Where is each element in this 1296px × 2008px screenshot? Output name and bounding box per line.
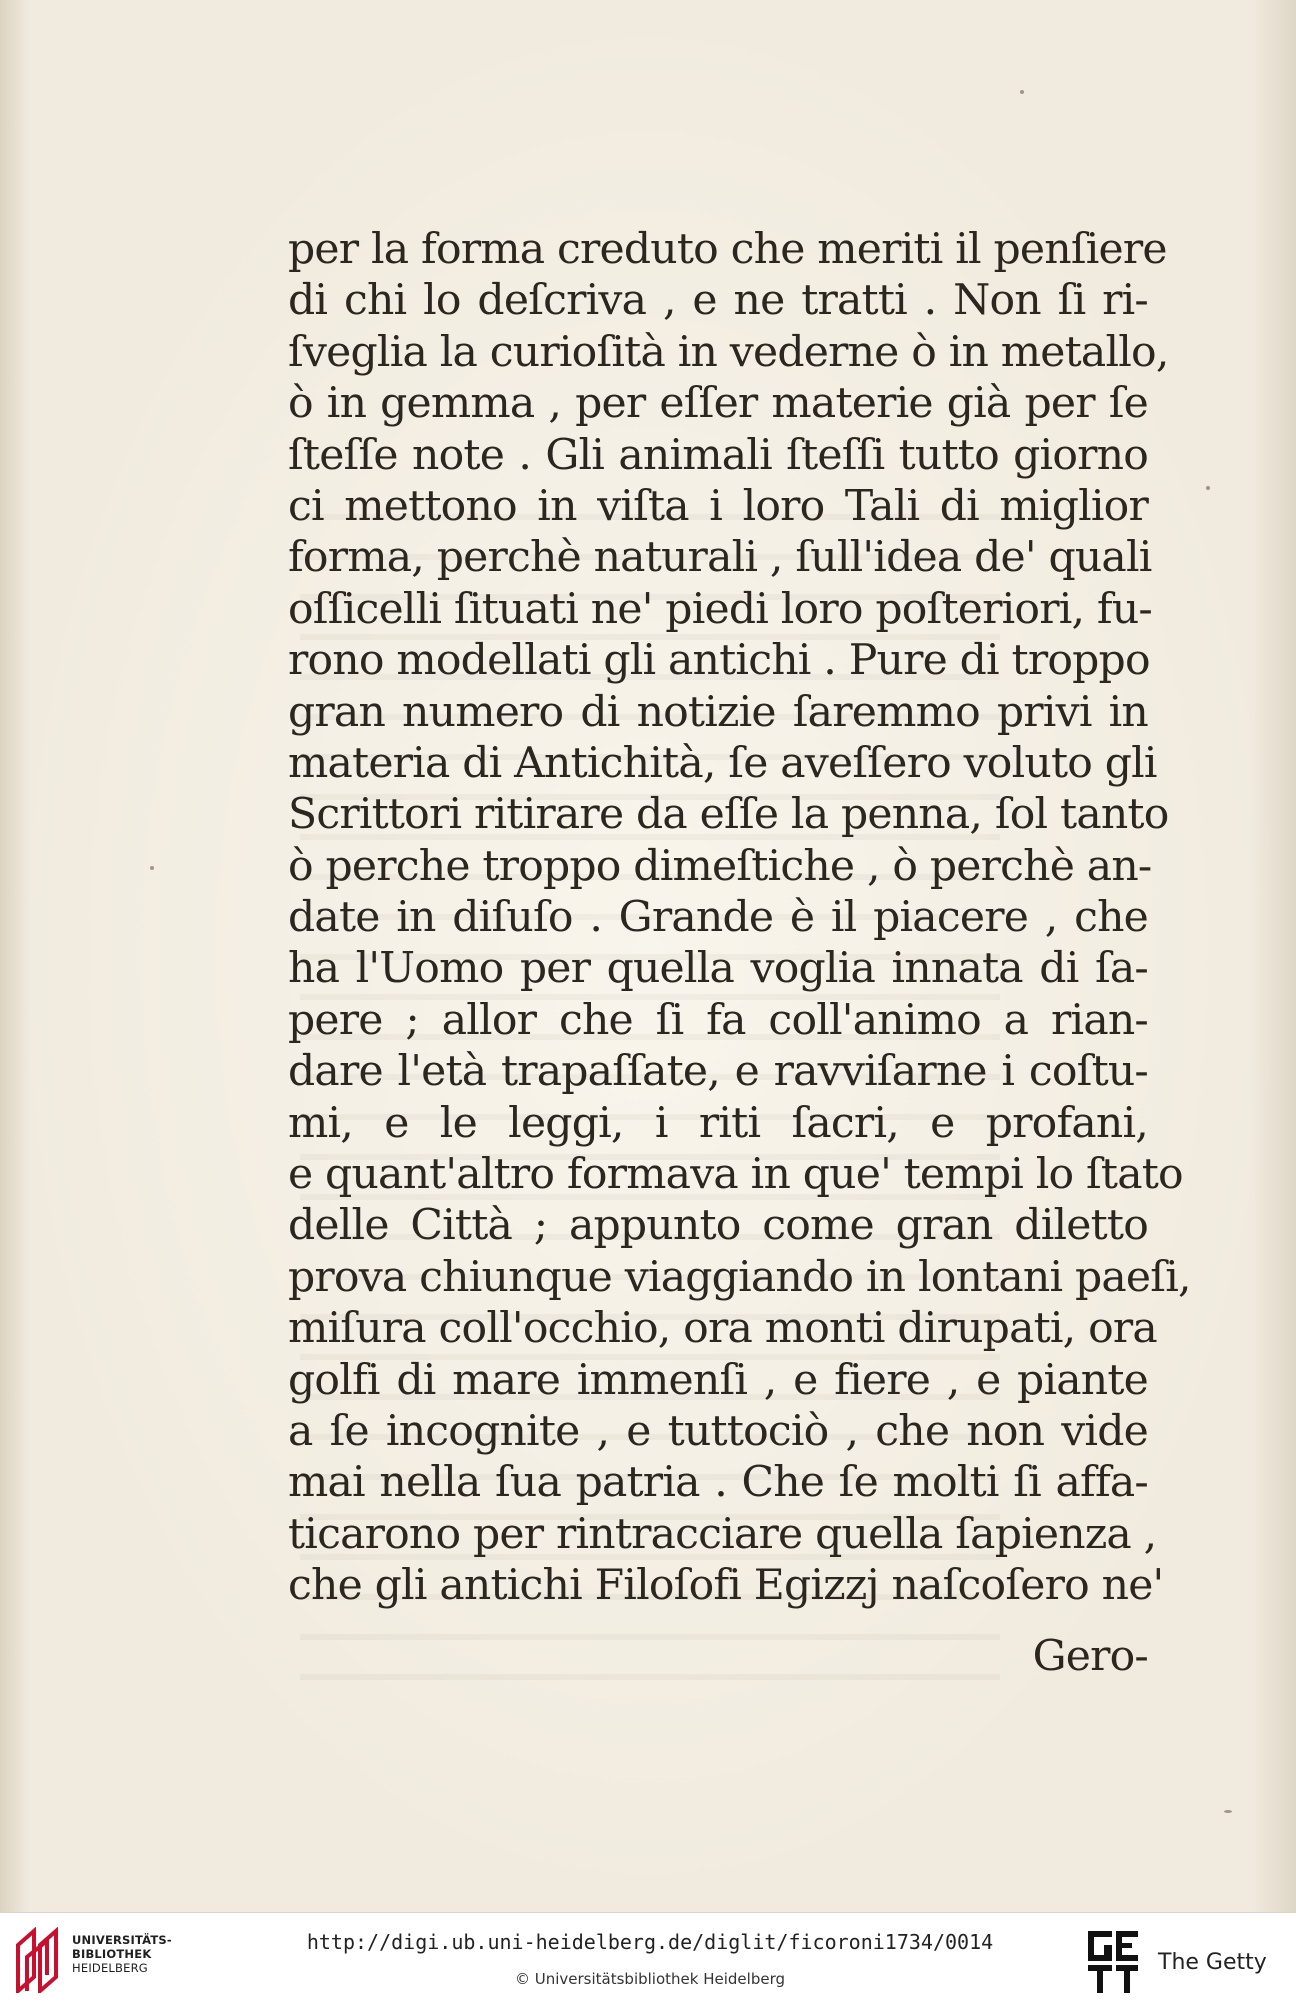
- text-line: ha l'Uomo per quella voglia innata di ſa-: [288, 944, 1148, 994]
- text-line: gran numero di notizie ſaremmo privi in: [288, 687, 1148, 737]
- text-line: di chi lo deſcriva , e ne tratti . Non ſi ri-: [288, 276, 1148, 326]
- footer-bar: [0, 1912, 1296, 2008]
- university-library-name: [72, 1933, 172, 1975]
- text-line: mi, e le leggi, i riti ſacri, e profani,: [288, 1098, 1148, 1148]
- text-line: pere ; allor che ſi fa coll'animo a rian-: [288, 995, 1148, 1045]
- text-line: che gli antichi Filoſofi Egizzj naſcoſero ne': [288, 1561, 1164, 1611]
- text-line: rono modellati gli antichi . Pure di troppo: [288, 636, 1150, 686]
- paper-speck: [1020, 90, 1024, 94]
- university-name-line: UNIVERSITÄTS-: [72, 1933, 172, 1947]
- text-line: forma, perchè naturali , ſull'idea de' quali: [288, 533, 1152, 583]
- text-line: miſura coll'occhio, ora monti dirupati, ora: [288, 1304, 1157, 1354]
- text-line: ſteſſe note . Gli animali ſteſſi tutto giorno: [288, 430, 1148, 480]
- university-name-line: BIBLIOTHEK: [72, 1947, 152, 1961]
- university-name-line: HEIDELBERG: [72, 1961, 148, 1975]
- text-line: date in diſuſo . Grande è il piacere , che: [288, 893, 1148, 943]
- paper-speck: [150, 866, 154, 870]
- text-line: Scrittori ritirare da eſſe la penna, ſol tanto: [288, 790, 1169, 840]
- text-line: oſſicelli ſituati ne' piedi loro poſteriori, fu-: [288, 584, 1152, 634]
- text-line: mai nella ſua patria . Che ſe molti ſi affa-: [288, 1458, 1148, 1508]
- text-line: e quant'altro formava in que' tempi lo ſtato: [288, 1150, 1183, 1200]
- text-line: ſveglia la curioſità in vederne ò in metallo,: [288, 327, 1169, 377]
- text-line: materia di Antichità, ſe aveſſero voluto gli: [288, 738, 1157, 788]
- getty-name: The Getty: [1158, 1950, 1267, 1975]
- university-library-logo-icon: [14, 1927, 60, 1993]
- text-line: ò perche troppo dimeſtiche , ò perchè an-: [288, 841, 1152, 891]
- permalink-url[interactable]: http://digi.ub.uni-heidelberg.de/diglit/ficoroni1734/0014: [306, 1930, 994, 1954]
- text-line: ò in gemma , per eſſer materie già per ſe: [288, 379, 1148, 429]
- paper-speck: [1206, 486, 1210, 490]
- paper-speck: [1224, 1810, 1232, 1813]
- text-line: per la forma creduto che meriti il penſiere: [288, 225, 1167, 274]
- text-line: ci mettono in viſta i loro Tali di miglior: [288, 481, 1148, 531]
- copyright-notice: © Universitätsbibliothek Heidelberg: [514, 1970, 785, 1988]
- text-line: dare l'età trapaſſate, e ravviſarne i coſtu-: [288, 1047, 1148, 1097]
- text-line: a ſe incognite , e tuttociò , che non vide: [288, 1406, 1148, 1456]
- text-line: prova chiunque viaggiando in lontani paeſi,: [288, 1252, 1191, 1302]
- body-text: [288, 224, 1191, 1612]
- text-line: ticarono per rintracciare quella ſapienza ,: [288, 1509, 1157, 1559]
- catchword: Gero-: [1032, 1632, 1148, 1681]
- text-line: delle Città ; appunto come gran diletto: [288, 1201, 1148, 1251]
- text-line: golfi di mare immenſi , e fiere , e piante: [288, 1355, 1148, 1405]
- getty-logo-icon: [1086, 1929, 1142, 1995]
